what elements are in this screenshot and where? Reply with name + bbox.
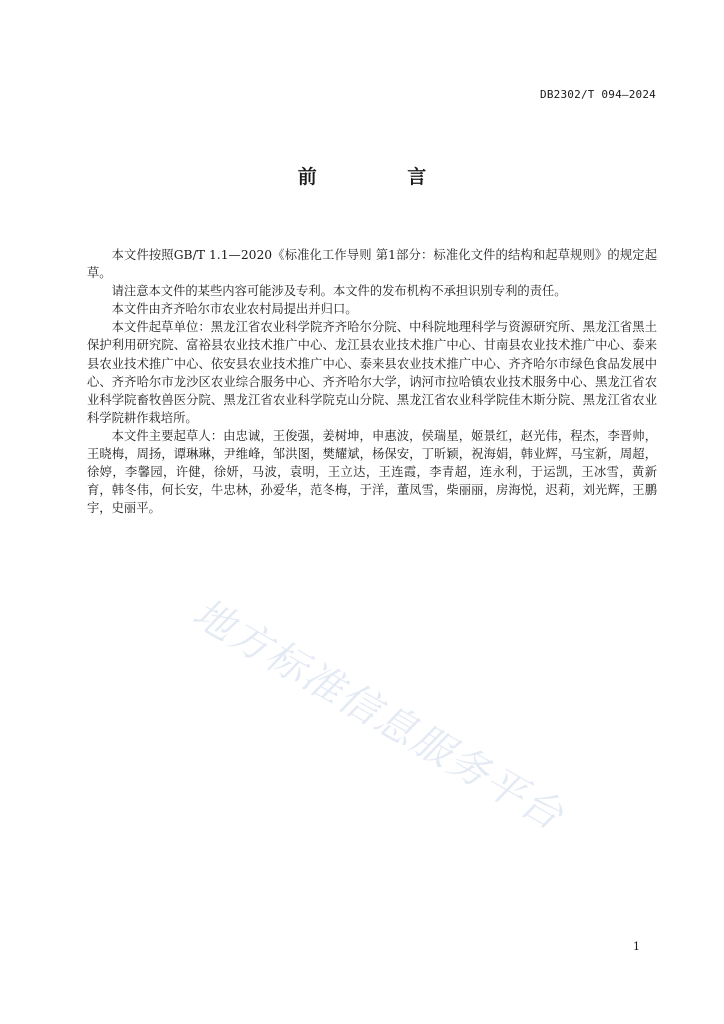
paragraph-drafting-units: 本文件起草单位：黑龙江省农业科学院齐齐哈尔分院、中科院地理科学与资源研究所、黑龙江省黑土保护利用研究院、富裕县农业技术推广中心、龙江县农业技术推广中心、甘南县农业技术推广中心、泰来县农业技术推广中心、依安县农业技术推广中心、泰来县农业技术推广中心、齐齐哈尔市绿色食品发展中心、齐齐哈尔市龙沙区农业综合服务中心、齐齐哈尔大学，讷河市拉哈镇农业技术服务中心、黑龙江省农业科学院畜牧兽医分院、黑龙江省农业科学院克山分院、黑龙江省农业科学院佳木斯分院、黑龙江省农业科学院耕作栽培所。 <box>87 320 657 425</box>
standard-code: DB2302/T 094—2024 <box>540 88 656 101</box>
paragraph-proposer: 本文件由齐齐哈尔市农业农村局提出并归口。 <box>111 302 358 317</box>
paragraph-patent-notice: 请注意本文件的某些内容可能涉及专利。本文件的发布机构不承担识别专利的责任。 <box>111 284 567 299</box>
paragraph-drafting-rules: 本文件按照GB/T 1.1—2020《标准化工作导则 第1部分：标准化文件的结构和起草规则》的规定起草。 <box>87 248 657 281</box>
watermark: 地方标准信息服务平台 <box>184 590 572 840</box>
foreword-body <box>87 246 657 517</box>
page-number: 1 <box>633 940 640 953</box>
paragraph-drafters: 本文件主要起草人：由忠诚，王俊强，姜树坤，申惠波，侯瑞星，姬景红，赵光伟，程杰，李晋帅，王晓梅，周扬，谭琳琳，尹维峰，邹洪图，樊耀斌，杨保安，丁昕颖，祝海娟，韩业辉，马宝新，周超，徐婷，李馨园，许健，徐妍，马波，袁明，王立达，王连霞，李青超，连永利，于运凯，王冰雪，黄新育，韩冬伟，何长安，牛忠林，孙爱华，范冬梅，于洋，董凤雪，柴丽丽，房海悦，迟莉，刘光辉，王鹏宇，史丽平。 <box>87 428 657 516</box>
page-title: 前 言 <box>297 166 469 188</box>
